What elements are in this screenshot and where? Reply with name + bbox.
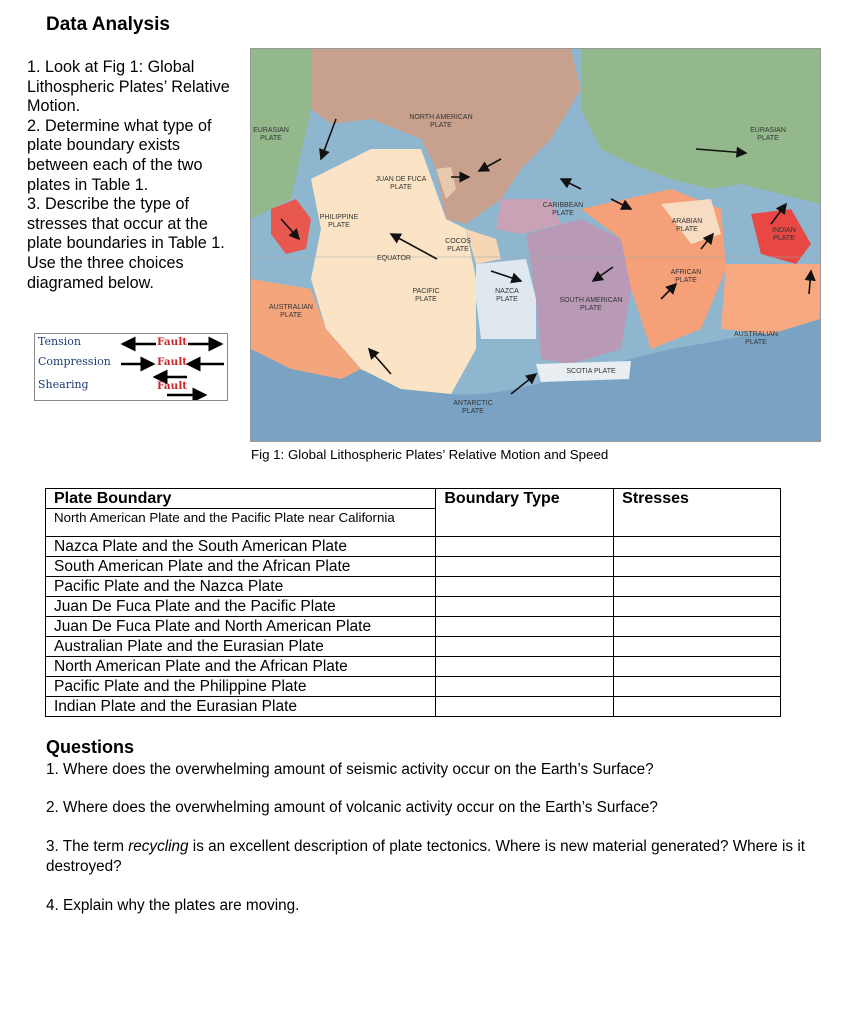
question-3-start: 3. The term xyxy=(46,838,129,855)
plate-boundary-cell: Australian Plate and the Eurasian Plate xyxy=(46,637,436,657)
label-eurasian-east: EURASIAN PLATE xyxy=(750,127,786,142)
header-stresses: Stresses xyxy=(614,489,781,537)
plate-boundary-cell: Nazca Plate and the South American Plate xyxy=(46,537,436,557)
label-australian-west: AUSTRALIAN PLATE xyxy=(269,304,313,319)
plate-boundary-cell: South American Plate and the African Plate xyxy=(46,557,436,577)
question-3-emphasis: recycling xyxy=(128,838,189,855)
label-equator: EQUATOR xyxy=(377,255,411,262)
boundary-type-cell[interactable] xyxy=(436,677,614,697)
stress-legend xyxy=(34,333,228,401)
plate-boundary-cell: Pacific Plate and the Philippine Plate xyxy=(46,677,436,697)
header-plate-boundary: Plate Boundary xyxy=(46,489,436,509)
stresses-cell[interactable] xyxy=(614,597,781,617)
label-african: AFRICAN PLATE xyxy=(670,269,702,284)
question-4: 4. Explain why the plates are moving. xyxy=(46,897,300,914)
legend-fault-tension: Fault xyxy=(157,336,188,348)
boundary-type-cell[interactable] xyxy=(436,557,614,577)
boundary-type-cell[interactable] xyxy=(436,597,614,617)
legend-tension: Tension xyxy=(38,335,81,348)
label-arabian: ARABIAN PLATE xyxy=(671,218,703,233)
table-row xyxy=(46,697,781,717)
plate-boundary-cell: Indian Plate and the Eurasian Plate xyxy=(46,697,436,717)
page-title: Data Analysis xyxy=(46,14,170,35)
boundary-type-cell[interactable] xyxy=(436,637,614,657)
question-3 xyxy=(46,837,836,877)
label-south-american: SOUTH AMERICAN PLATE xyxy=(559,297,623,312)
label-north-american: NORTH AMERICAN PLATE xyxy=(409,114,473,129)
table-row xyxy=(46,557,781,577)
stresses-cell[interactable] xyxy=(614,657,781,677)
legend-fault-compression: Fault xyxy=(157,356,188,368)
instructions xyxy=(27,58,232,293)
figure-caption: Fig 1: Global Lithospheric Plates’ Relative Motion and Speed xyxy=(251,447,609,462)
question-3-end: is an excellent description of plate tectonics. Where is new material generated? Where is it destroyed? xyxy=(46,838,805,875)
stresses-cell[interactable] xyxy=(614,637,781,657)
table-row xyxy=(46,577,781,597)
question-1: 1. Where does the overwhelming amount of seismic activity occur on the Earth’s Surface? xyxy=(46,761,654,778)
boundary-type-cell[interactable] xyxy=(436,697,614,717)
plate-boundary-table xyxy=(45,488,781,717)
instruction-2: 2. Determine what type of plate boundary exists between each of the two plates in Table 1. xyxy=(27,116,212,194)
plate-boundary-cell: Pacific Plate and the Nazca Plate xyxy=(46,577,436,597)
boundary-type-cell[interactable] xyxy=(436,537,614,557)
australian-east-shape xyxy=(721,264,820,334)
stresses-cell[interactable] xyxy=(614,557,781,577)
table-header-row xyxy=(46,489,781,509)
boundary-type-cell[interactable] xyxy=(436,617,614,637)
plate-map-svg xyxy=(251,49,820,441)
question-2: 2. Where does the overwhelming amount of volcanic activity occur on the Earth’s Surface? xyxy=(46,799,658,816)
label-nazca: NAZCA PLATE xyxy=(495,288,519,303)
instruction-1: 1. Look at Fig 1: Global Lithospheric Plates’ Relative Motion. xyxy=(27,58,230,116)
stresses-cell[interactable] xyxy=(614,617,781,637)
table-row xyxy=(46,677,781,697)
plate-map xyxy=(250,48,821,442)
stresses-cell[interactable] xyxy=(614,577,781,597)
legend-fault-shearing: Fault xyxy=(157,380,188,392)
plate-boundary-cell: North American Plate and the African Plate xyxy=(46,657,436,677)
label-antarctic: ANTARCTIC PLATE xyxy=(453,400,493,415)
instruction-3: 3. Describe the type of stresses that occur at the plate boundaries in Table 1. Use the three choices diagramed below. xyxy=(27,195,225,292)
legend-compression: Compression xyxy=(38,355,111,368)
boundary-type-cell[interactable] xyxy=(436,657,614,677)
label-philippine: PHILIPPINE PLATE xyxy=(319,214,359,229)
plate-boundary-cell: North American Plate and the Pacific Plate near California xyxy=(46,509,436,537)
label-caribbean: CARIBBEAN PLATE xyxy=(542,202,584,217)
table-row xyxy=(46,537,781,557)
stresses-cell[interactable] xyxy=(614,537,781,557)
table-row xyxy=(46,657,781,677)
stresses-cell[interactable] xyxy=(614,677,781,697)
boundary-type-cell[interactable] xyxy=(436,577,614,597)
label-scotia: SCOTIA PLATE xyxy=(566,368,616,375)
table-row xyxy=(46,637,781,657)
plate-boundary-cell: Juan De Fuca Plate and North American Plate xyxy=(46,617,436,637)
plate-boundary-cell: Juan De Fuca Plate and the Pacific Plate xyxy=(46,597,436,617)
label-juan-de-fuca: JUAN DE FUCA PLATE xyxy=(375,176,427,191)
legend-shearing: Shearing xyxy=(38,378,89,391)
label-australian-east: AUSTRALIAN PLATE xyxy=(734,331,778,346)
south-american-plate-shape xyxy=(526,219,631,364)
label-pacific: PACIFIC PLATE xyxy=(412,288,440,303)
header-boundary-type: Boundary Type xyxy=(436,489,614,537)
label-eurasian-west: EURASIAN PLATE xyxy=(253,127,289,142)
table-row xyxy=(46,597,781,617)
label-cocos: COCOS PLATE xyxy=(445,238,471,253)
questions-heading: Questions xyxy=(46,737,135,757)
stresses-cell[interactable] xyxy=(614,697,781,717)
table-row xyxy=(46,617,781,637)
label-indian: INDIAN PLATE xyxy=(772,227,796,242)
